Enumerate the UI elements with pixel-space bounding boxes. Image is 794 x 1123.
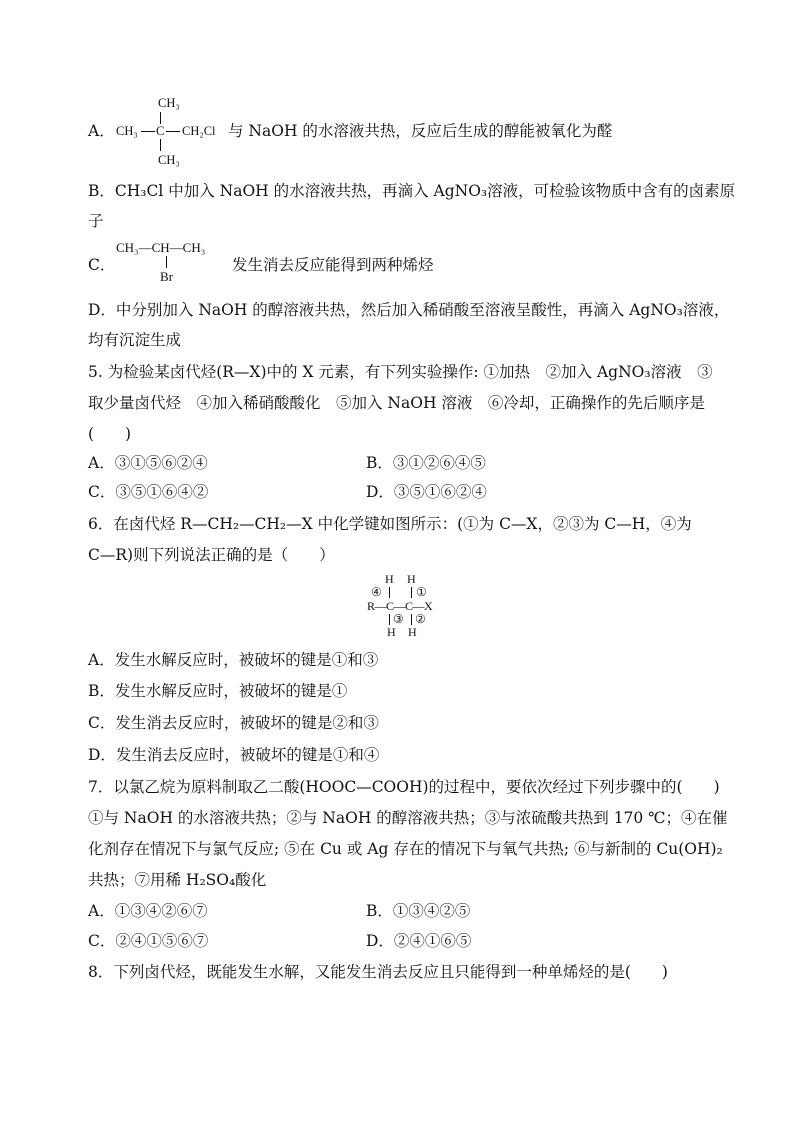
q7-option-a: A．①③④②⑥⑦ [88,902,208,920]
q6-line2: C—R)则下列说法正确的是（ ） [88,546,335,564]
q4-c-label: C． [88,256,116,274]
q6-line1: 6．在卤代烃 R—CH₂—CH₂—X 中化学键如图所示：(①为 C—X，②③为 C—H，④为 [88,515,692,533]
q6-h-top-2: H [407,572,416,586]
q5-option-c: C．③⑤①⑥④② [88,483,209,501]
q7-line2: ①与 NaOH 的水溶液共热；②与 NaOH 的醇溶液共热；③与浓硫酸共热到 170 ℃；④在催 [88,809,728,827]
q7-option-d: D．②④①⑥⑤ [366,932,472,950]
q7-line3: 化剂存在情况下与氯气反应; ⑤在 Cu 或 Ag 存在的情况下与氧气共热; ⑥与新制的 Cu(OH)₂ [88,840,723,858]
q4-c-chain: CH₃—CH—CH₃ [116,240,206,255]
q6-bond-top-1 [389,587,390,598]
q6-label-4: ④ [371,585,382,599]
q7-option-c: C．②④①⑤⑥⑦ [88,932,209,950]
q7-option-b: B．①③④②⑤ [366,902,471,920]
q4-c-bond [166,256,167,268]
q7-line4: 共热；⑦用稀 H₂SO₄酸化 [88,871,267,889]
q4-b-line2: 子 [88,212,104,230]
q4-c-text: 发生消去反应能得到两种烯烃 [232,256,434,274]
q4-b-line1: B．CH₃Cl 中加入 NaOH 的水溶液共热，再滴入 AgNO₃溶液，可检验该物质中含有的卤素原 [88,182,736,200]
q5-line2: 取少量卤代烃 ④加入稀硝酸酸化 ⑤加入 NaOH 溶液 ⑥冷却，正确操作的先后顺序是 [88,394,705,412]
q4-a-text: 与 NaOH 的水溶液共热，反应后生成的醇能被氧化为醛 [228,122,613,140]
q5-option-b: B．③①②⑥④⑤ [366,454,486,472]
q6-h-bottom-1: H [387,625,396,639]
q6-bond-bottom-1 [389,614,390,625]
q4-a-bond-bottom [160,139,161,151]
q4-a-left-ch3: CH₃ [116,124,138,138]
q5-option-a: A．③①⑤⑥②④ [88,454,208,472]
q6-option-b: B．发生水解反应时，被破坏的键是① [88,682,348,700]
q4-a-top-ch3: CH₃ [158,96,180,110]
q5-option-d: D．③⑤①⑥②④ [366,483,487,501]
q5-line3: ( ) [88,425,132,443]
q6-label-2: ② [415,612,426,626]
q7-line1: 7．以氯乙烷为原料制取乙二酸(HOOC—COOH)的过程中，要依次经过下列步骤中的( ) [88,778,720,796]
q6-bond-bottom-2 [411,614,412,625]
q4-a-bottom-ch3: CH₃ [158,153,180,167]
q4-a-right-ch2cl: CH₂Cl [182,124,216,138]
q6-option-c: C．发生消去反应时，被破坏的键是②和③ [88,714,379,732]
q6-option-d: D．发生消去反应时，被破坏的键是①和④ [88,746,380,764]
q4-a-label: A． [88,122,115,140]
q4-d-line2: 均有沉淀生成 [88,331,182,349]
q6-label-1: ① [416,585,427,599]
q6-chain: R—C—C—X [367,599,433,613]
q6-label-3: ③ [393,612,404,626]
q5-line1: 5. 为检验某卤代烃(R—X)中的 X 元素，有下列实验操作: ①加热 ②加入 AgNO₃溶液 ③ [88,363,713,381]
q8-line1: 8．下列卤代烃，既能发生水解，又能发生消去反应且只能得到一种单烯烃的是( ) [88,963,668,981]
q4-a-bond-top [160,112,161,124]
q4-a-center-c: C [156,124,165,138]
q6-option-a: A．发生水解反应时，被破坏的键是①和③ [88,651,379,669]
q4-a-bond-right [166,131,180,132]
q6-h-bottom-2: H [408,625,417,639]
q6-bond-top-2 [411,587,412,598]
q4-c-branch: Br [160,269,173,284]
q4-a-bond-left [141,131,155,132]
q4-d-line1: D．中分别加入 NaOH 的醇溶液共热，然后加入稀硝酸至溶液呈酸性，再滴入 AgNO₃溶液， [88,301,730,319]
q6-h-top-1: H [385,572,394,586]
